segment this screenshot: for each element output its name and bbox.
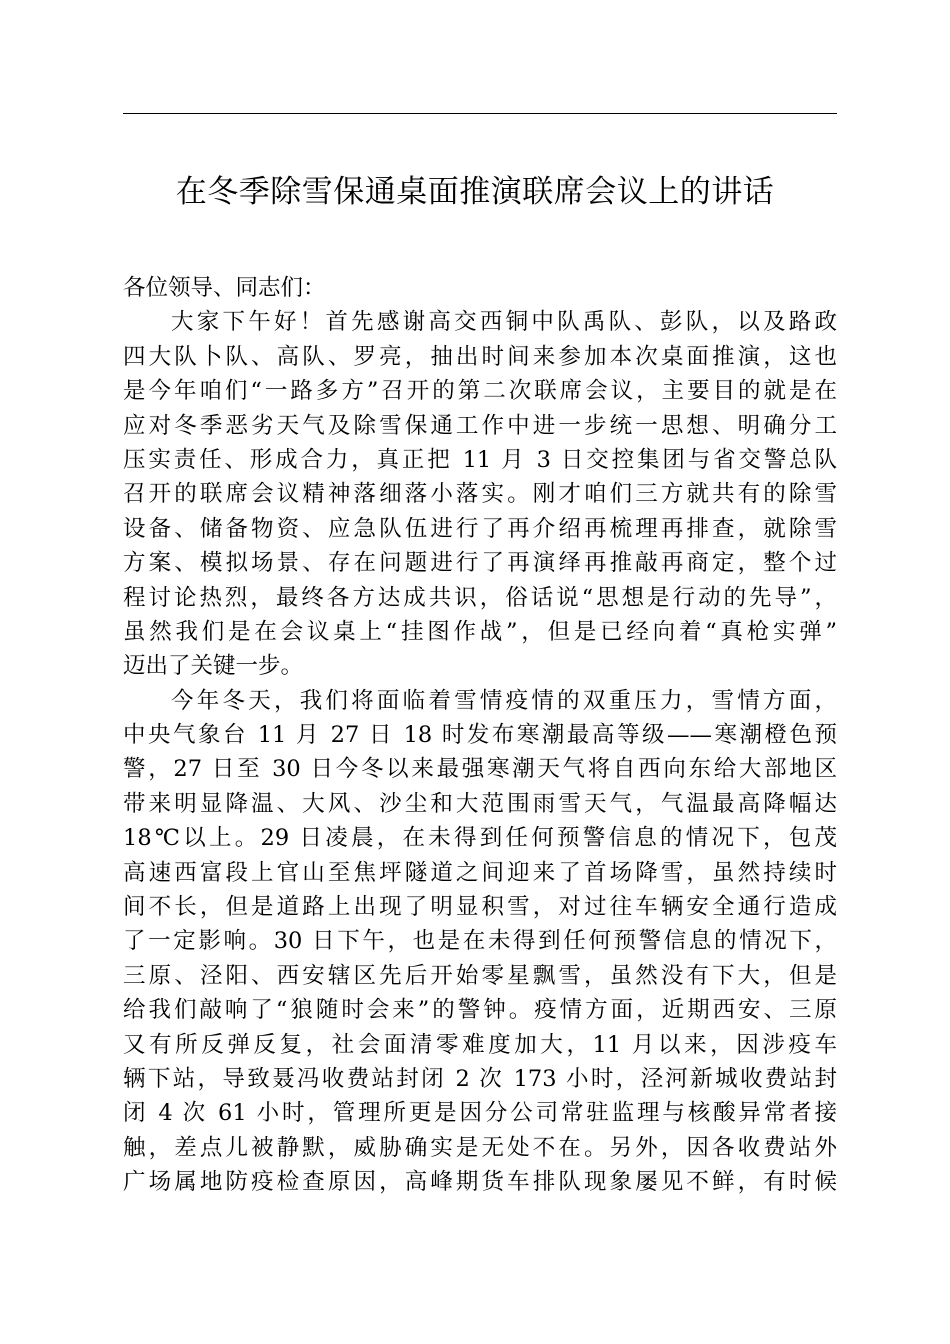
paragraph-line: 召开的联席会议精神落细落小落实。刚才咱们三方就共有的除雪 — [123, 481, 837, 508]
paragraph-line: 中央气象台 11 月 27 日 18 时发布寒潮最高等级——寒潮橙色预 — [123, 722, 837, 749]
paragraph-1 — [123, 305, 837, 683]
paragraph-line: 触，差点儿被静默，威胁确实是无处不在。另外，因各收费站外 — [123, 1134, 837, 1161]
paragraph-line: 广场属地防疫检查原因，高峰期货车排队现象屡见不鲜，有时候 — [123, 1169, 837, 1196]
paragraph-line: 今年冬天，我们将面临着雪情疫情的双重压力，雪情方面， — [171, 687, 837, 714]
paragraph-line: 带来明显降温、大风、沙尘和大范围雨雪天气，气温最高降幅达 — [123, 790, 837, 817]
paragraph-line: 大家下午好！首先感谢高交西铜中队禹队、彭队，以及路政 — [171, 309, 837, 336]
paragraph-line: 辆下站，导致聂冯收费站封闭 2 次 173 小时，泾河新城收费站封 — [123, 1066, 837, 1092]
paragraph-line: 程讨论热烈，最终各方达成共识，俗话说“思想是行动的先导”， — [123, 584, 837, 611]
paragraph-line: 虽然我们是在会议桌上“挂图作战”，但是已经向着“真枪实弹” — [123, 618, 837, 645]
paragraph-line: 设备、储备物资、应急队伍进行了再介绍再梳理再排查，就除雪 — [123, 515, 837, 542]
header-rule — [123, 113, 837, 114]
paragraph-line: 又有所反弹反复，社会面清零难度加大，11 月以来，因涉疫车 — [123, 1031, 837, 1058]
paragraph-line: 方案、模拟场景、存在问题进行了再演绎再推敲再商定，整个过 — [123, 550, 837, 577]
document-title: 在冬季除雪保通桌面推演联席会议上的讲话 — [175, 174, 775, 210]
paragraph-line: 压实责任、形成合力，真正把 11 月 3 日交控集团与省交警总队 — [123, 446, 837, 473]
paragraph-line: 给我们敲响了“狼随时会来”的警钟。疫情方面，近期西安、三原 — [123, 997, 837, 1024]
paragraph-line: 警，27 日至 30 日今冬以来最强寒潮天气将自西向东给大部地区 — [123, 756, 837, 783]
paragraph-line: 了一定影响。30 日下午，也是在未得到任何预警信息的情况下， — [123, 928, 837, 955]
paragraph-line: 闭 4 次 61 小时，管理所更是因分公司常驻监理与核酸异常者接 — [123, 1100, 837, 1127]
paragraph-line: 18℃以上。29 日凌晨，在未得到任何预警信息的情况下，包茂 — [123, 825, 837, 852]
paragraph-line: 是今年咱们“一路多方”召开的第二次联席会议，主要目的就是在 — [123, 378, 837, 405]
paragraph-line: 应对冬季恶劣天气及除雪保通工作中进一步统一思想、明确分工 — [123, 412, 837, 439]
paragraph-line: 四大队卜队、高队、罗亮，抽出时间来参加本次桌面推演，这也 — [123, 343, 837, 370]
paragraph-line: 间不长，但是道路上出现了明显积雪，对过往车辆安全通行造成 — [123, 894, 837, 921]
paragraph-2 — [123, 684, 837, 1200]
paragraph-line: 三原、泾阳、西安辖区先后开始零星飘雪，虽然没有下大，但是 — [123, 962, 837, 989]
salutation: 各位领导、同志们： — [123, 275, 326, 301]
document-body — [123, 271, 837, 1200]
paragraph-line: 高速西富段上官山至焦坪隧道之间迎来了首场降雪，虽然持续时 — [123, 859, 837, 886]
paragraph-line: 迈出了关键一步。 — [123, 653, 304, 680]
